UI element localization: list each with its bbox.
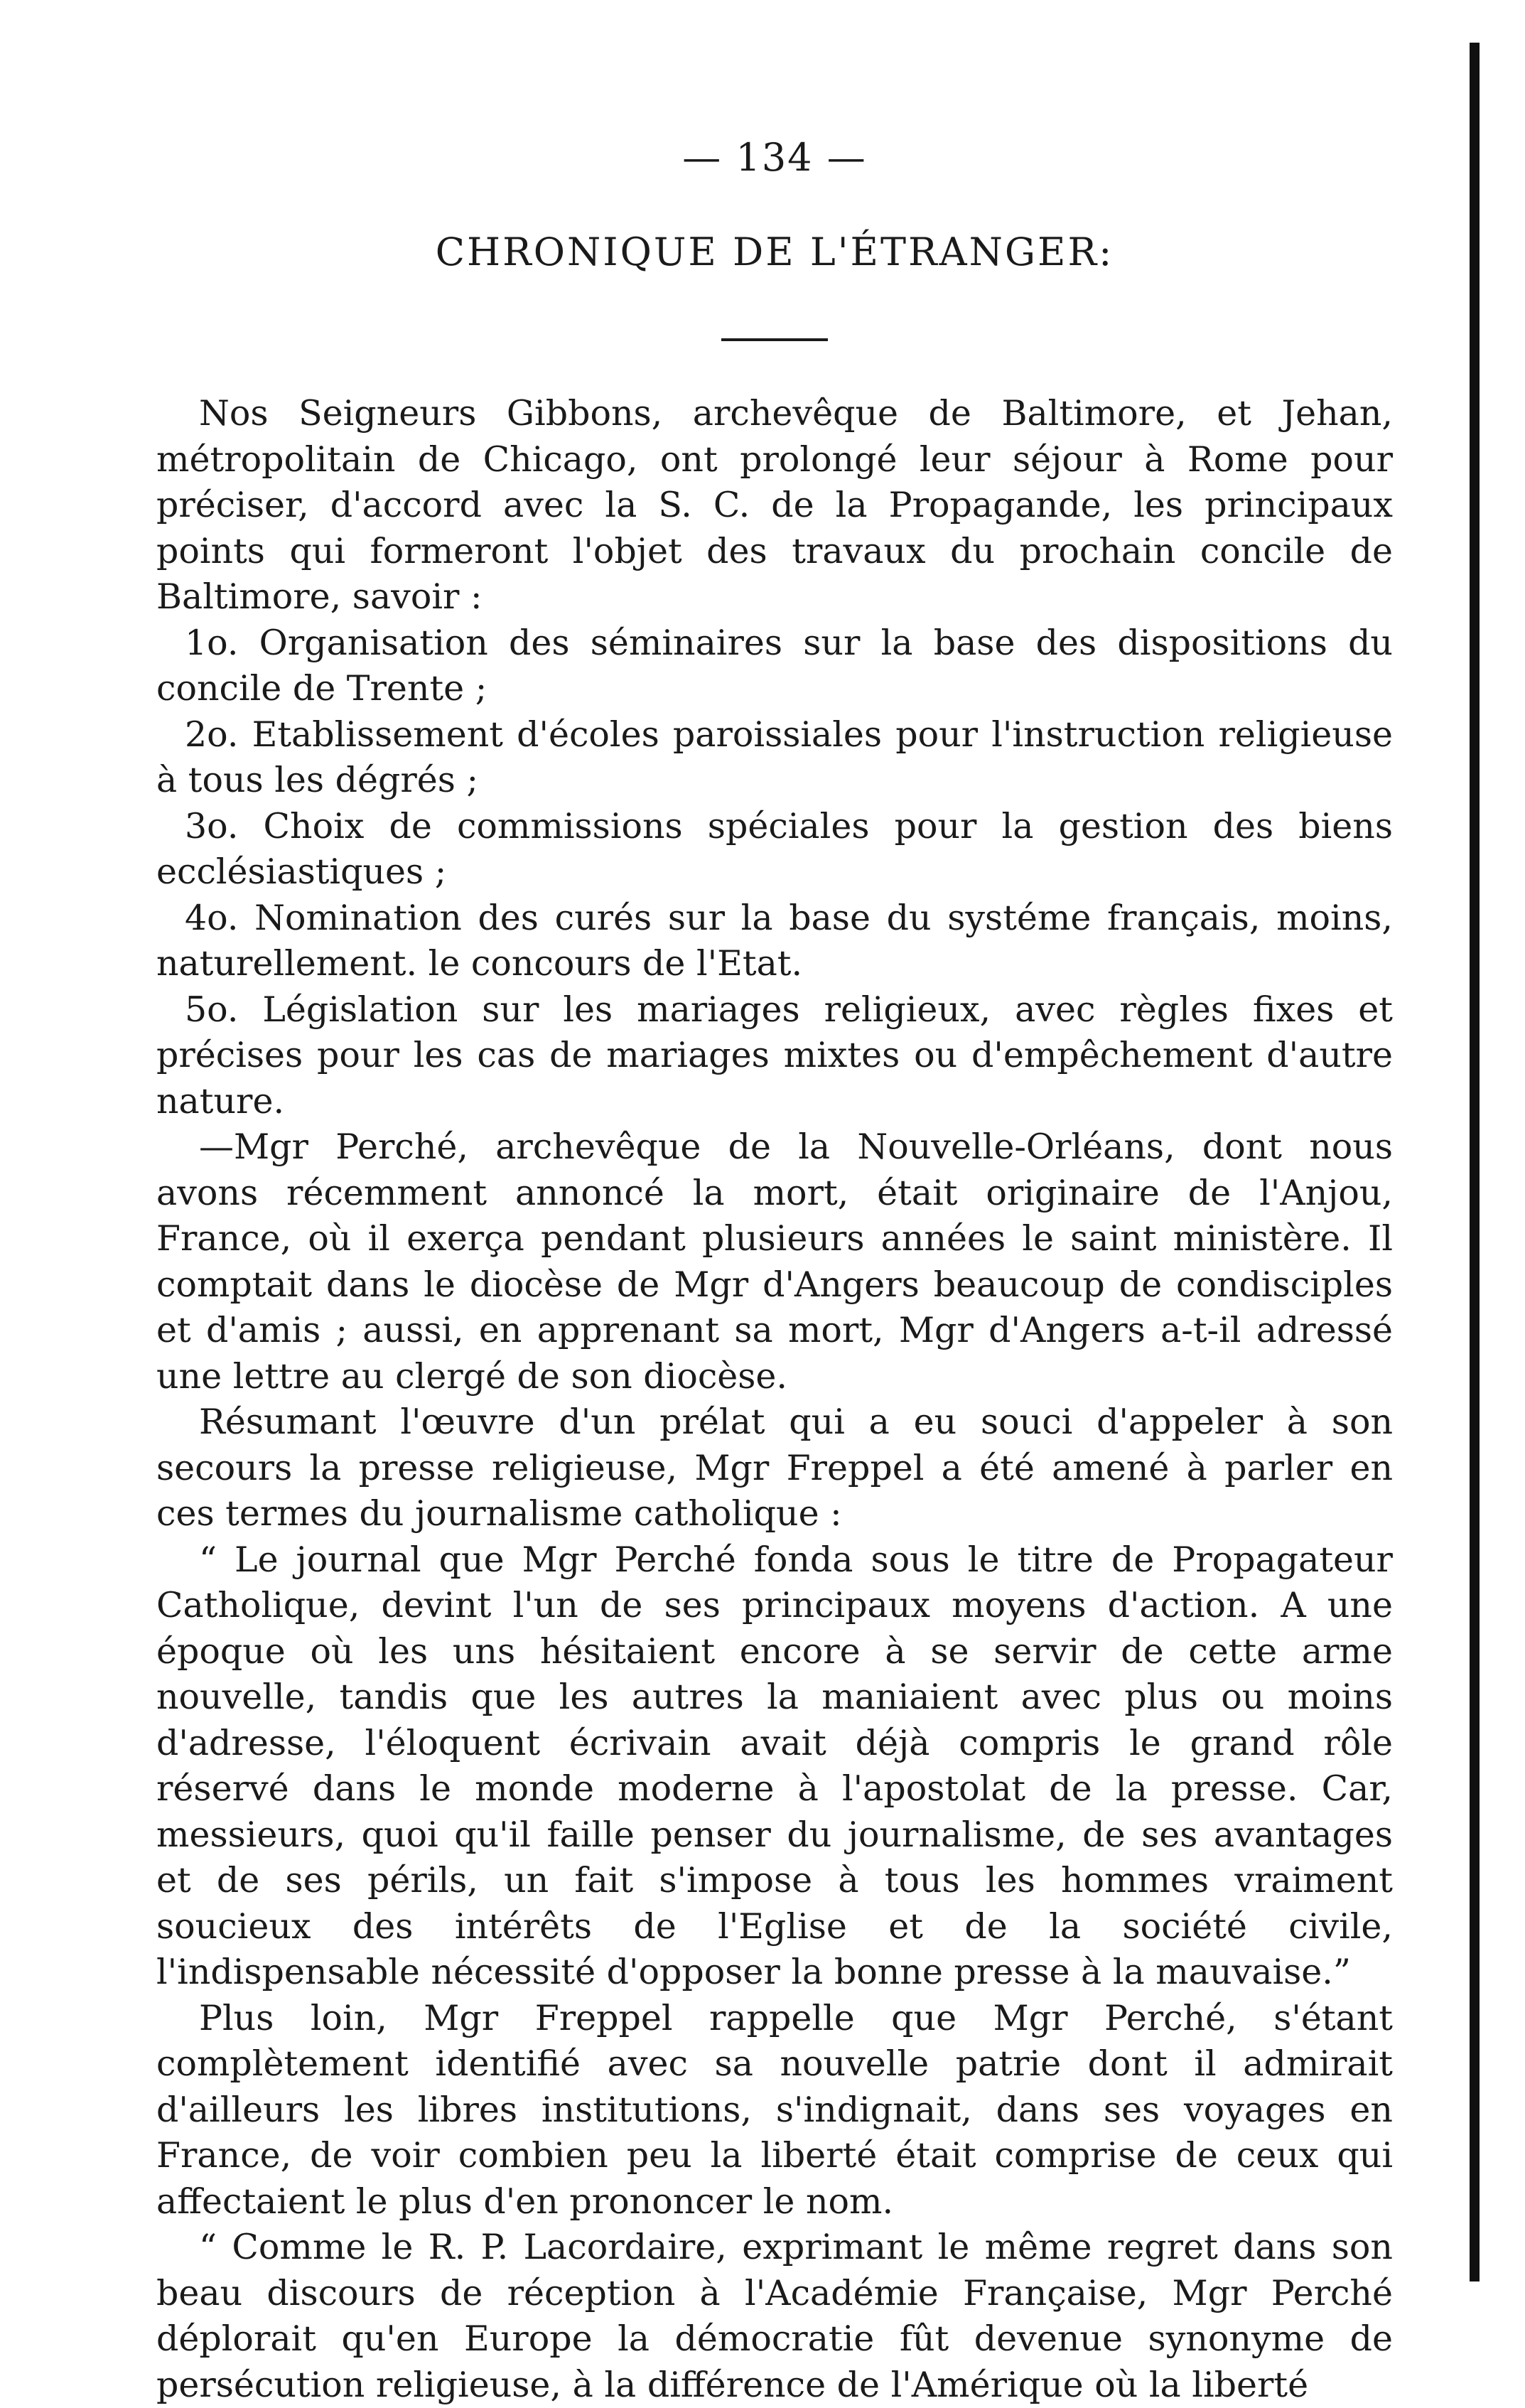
intro-paragraph: Nos Seigneurs Gibbons, archevêque de Baltimore, et Jehan, métropolitain de Chicago, ont prolongé leur séjour à Rome pour préciser, d'accord avec la S. C. de la Propagande, les principaux points qui formeront l'objet des travaux du prochain concile de Baltimore, savoir :	[156, 393, 1393, 617]
document-page	[156, 135, 1393, 2408]
list-item-4: 4o. Nomination des curés sur la base du systéme français, moins, naturellement. le concours de l'Etat.	[156, 897, 1393, 984]
list-item-1: 1o. Organisation des séminaires sur la base des dispositions du concile de Trente ;	[156, 622, 1393, 709]
perche-paragraph: —Mgr Perché, archevêque de la Nouvelle-Orléans, dont nous avons récemment annoncé la mort, était originaire de l'Anjou, France, où il exerça pendant plusieurs années le saint ministère. Il comptait dans le diocèse de Mgr d'Angers beaucoup de condisciples et d'amis ; aussi, en apprenant sa mort, Mgr d'Angers a-t-il adressé une lettre au clergé de son diocèse.	[156, 1127, 1393, 1397]
list-item-2: 2o. Etablissement d'écoles paroissiales pour l'instruction religieuse à tous les dégrés ;	[156, 714, 1393, 800]
page-edge-border	[1470, 43, 1480, 2281]
article-body	[156, 391, 1393, 2408]
resumant-paragraph: Résumant l'œuvre d'un prélat qui a eu souci d'appeler à son secours la presse religieuse, Mgr Freppel a été amené à parler en ces termes du journalisme catholique :	[156, 1402, 1393, 1534]
section-title: CHRONIQUE DE L'ÉTRANGER:	[435, 230, 1114, 274]
list-item-3: 3o. Choix de commissions spéciales pour la gestion des biens ecclésiastiques ;	[156, 805, 1393, 892]
quote-paragraph-1: “ Le journal que Mgr Perché fonda sous le titre de Propagateur Catholique, devint l'un de ses principaux moyens d'action. A une époque où les uns hésitaient encore à se servir de cette arme nouvelle, tandis que les autres la maniaient avec plus ou moins d'adresse, l'éloquent écrivain avait déjà compris le grand rôle réservé dans le monde moderne à l'apostolat de la presse. Car, messieurs, quoi qu'il faille penser du journalisme, de ses avantages et de ses périls, un fait s'impose à tous les hommes vraiment soucieux des intérêts de l'Eglise et de la société civile, l'indispensable nécessité d'opposer la bonne presse à la mauvaise.”	[156, 1539, 1393, 1992]
title-divider	[721, 338, 828, 341]
list-item-5: 5o. Législation sur les mariages religieux, avec règles fixes et précises pour les cas de mariages mixtes ou d'empêchement d'autre nature.	[156, 989, 1393, 1122]
page-number: — 134 —	[682, 135, 867, 180]
plus-loin-paragraph: Plus loin, Mgr Freppel rappelle que Mgr Perché, s'étant complètement identifié avec sa nouvelle patrie dont il admirait d'ailleurs les libres institutions, s'indignait, dans ses voyages en France, de voir combien peu la liberté était comprise de ceux qui affectaient le plus d'en prononcer le nom.	[156, 1997, 1393, 2222]
quote-paragraph-2: “ Comme le R. P. Lacordaire, exprimant le même regret dans son beau discours de réception à l'Académie Française, Mgr Perché déplorait qu'en Europe la démocratie fût devenue synonyme de persécution religieuse, à la différence de l'Amérique où la liberté	[156, 2227, 1393, 2405]
